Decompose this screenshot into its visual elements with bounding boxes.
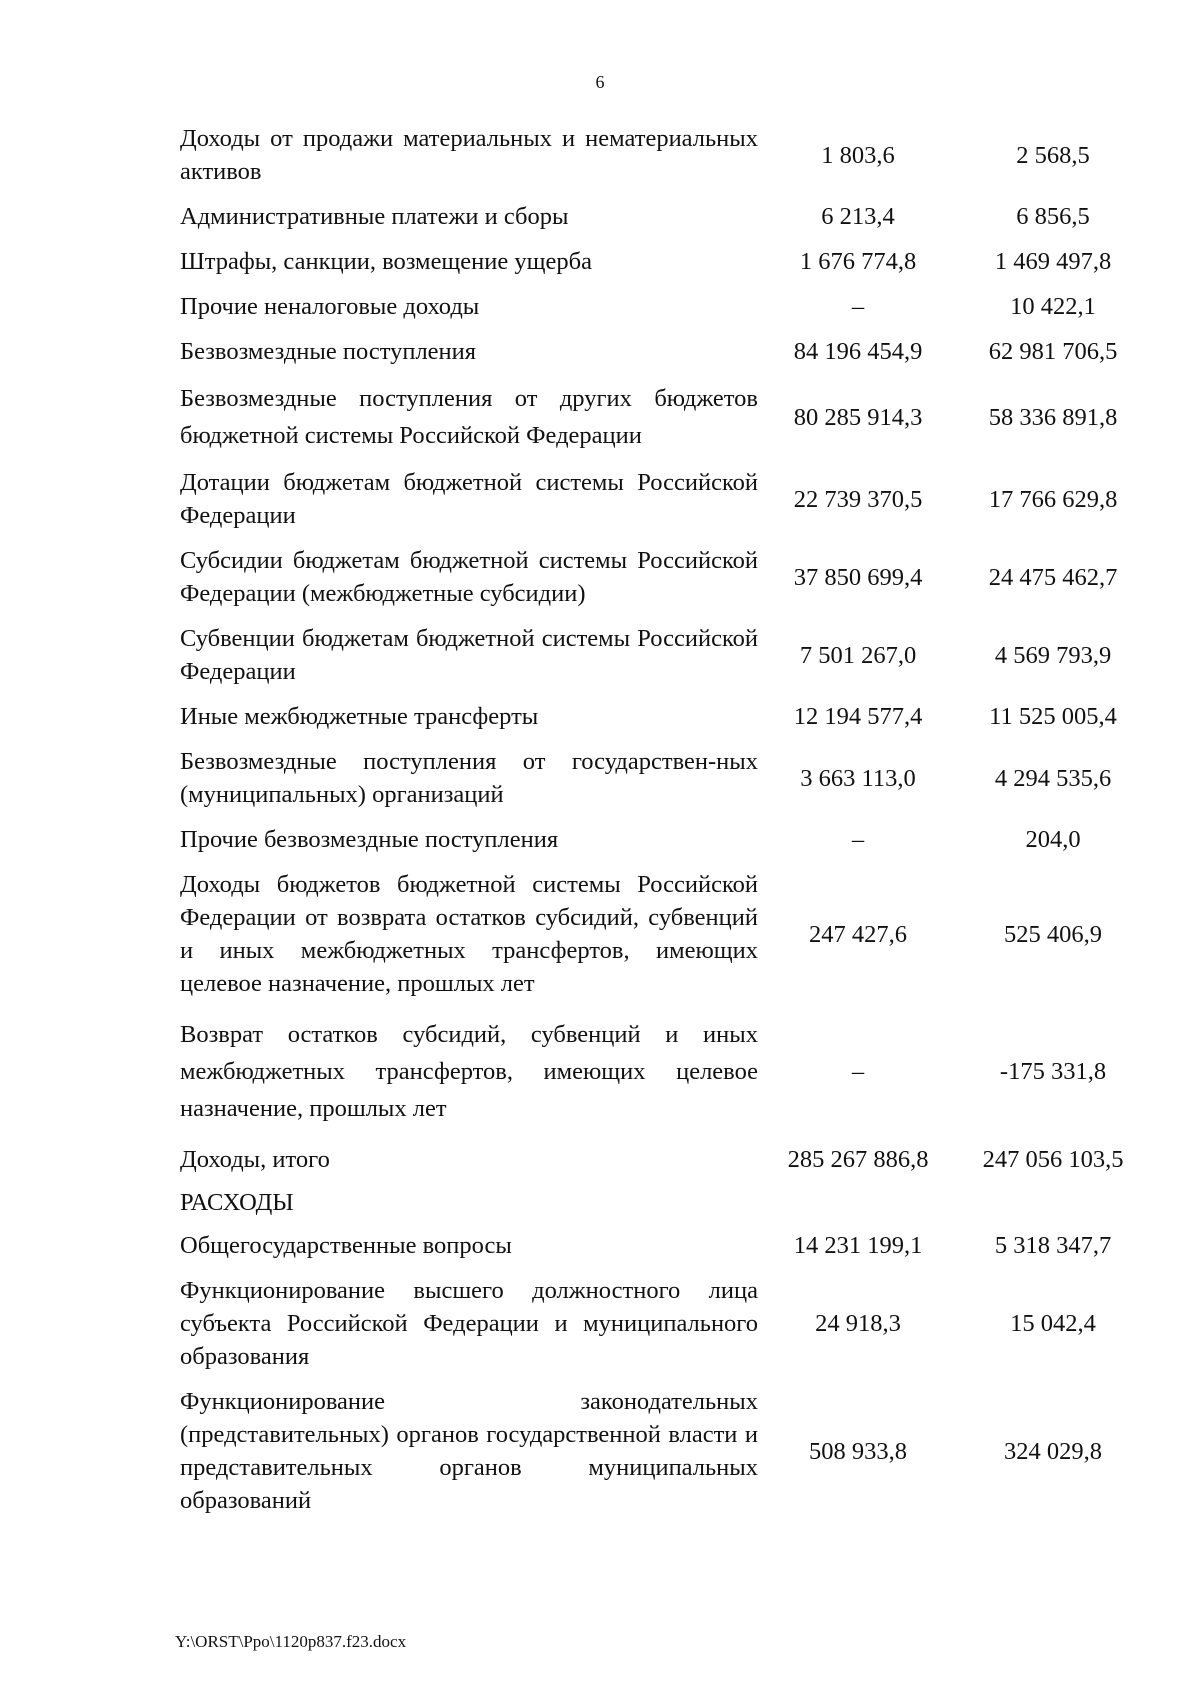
- row-value-year-2: 1 469 497,8: [994, 248, 1112, 275]
- expenses-heading: РАСХОДЫ: [180, 1189, 294, 1216]
- row-label: Функционирование высшего должностного лица субъекта Российской Федерации и муниципального образования: [180, 1277, 758, 1370]
- row-value-year-2: 4 294 535,6: [994, 764, 1112, 792]
- footer-file-path: Y:\ORST\Ppo\1120p837.f23.docx: [175, 1632, 407, 1651]
- row-value-year-1: 84 196 454,9: [793, 338, 923, 365]
- row-value-year-1: 3 663 113,0: [800, 764, 916, 792]
- row-label: Доходы бюджетов бюджетной системы Российской Федерации от возврата остатков субсидий, субвенций и иных межбюджетных трансфертов, имеющих целевое назначение, прошлых лет: [180, 871, 758, 997]
- row-value-year-2: 525 406,9: [1004, 920, 1102, 948]
- row-label: Субсидии бюджетам бюджетной системы Российской Федерации (межбюджетные субсидии): [180, 547, 758, 607]
- table-row: [180, 1268, 1148, 1379]
- row-label: Доходы, итого: [180, 1146, 330, 1173]
- row-value-year-1: 1 803,6: [821, 141, 895, 169]
- row-value-year-1: 22 739 370,5: [793, 485, 923, 513]
- row-label: Безвозмездные поступления от государствен-ных (муниципальных) организаций: [180, 748, 758, 808]
- row-value-year-2: 247 056 103,5: [982, 1146, 1124, 1173]
- row-value-year-2: 4 569 793,9: [994, 641, 1112, 669]
- row-value-year-1: 24 918,3: [815, 1310, 901, 1337]
- row-label: Возврат остатков субсидий, субвенций и иных межбюджетных трансфертов, имеющих целевое назначение, прошлых лет: [180, 1021, 758, 1122]
- row-value-year-1: 6 213,4: [821, 203, 895, 230]
- row-value-year-2: 324 029,8: [1004, 1437, 1102, 1465]
- row-label: Дотации бюджетам бюджетной системы Российской Федерации: [180, 469, 758, 529]
- table-row: [180, 1223, 1148, 1268]
- row-label: Административные платежи и сборы: [180, 203, 569, 230]
- row-value-year-2: 58 336 891,8: [988, 403, 1118, 431]
- row-value-year-1: 247 427,6: [809, 920, 907, 948]
- row-value-year-2: 5 318 347,7: [994, 1232, 1112, 1259]
- row-label: Доходы от продажи материальных и нематериальных активов: [180, 125, 758, 185]
- row-value-year-2: 62 981 706,5: [988, 338, 1118, 365]
- row-value-year-1: –: [851, 293, 865, 320]
- row-value-year-2: 204,0: [1025, 826, 1081, 853]
- table-row: [180, 1006, 1148, 1137]
- row-value-year-1: –: [851, 1058, 865, 1085]
- row-value-year-2: 2 568,5: [1016, 141, 1090, 169]
- row-value-year-2: 17 766 629,8: [988, 485, 1118, 513]
- row-label: Функционирование законодательных (представительных) органов государственной власти и представительных органов муниципальных образований: [180, 1388, 758, 1514]
- section-heading-row: [180, 1182, 1148, 1223]
- row-value-year-1: 37 850 699,4: [793, 563, 923, 591]
- table-row: [180, 284, 1148, 329]
- table-row: [180, 374, 1148, 460]
- row-label: Общегосударственные вопросы: [180, 1232, 512, 1259]
- row-value-year-1: 508 933,8: [809, 1437, 907, 1465]
- row-value-year-2: 11 525 005,4: [989, 703, 1117, 730]
- row-value-year-2: 15 042,4: [1010, 1310, 1096, 1337]
- table-row: [180, 116, 1148, 194]
- row-value-year-2: 10 422,1: [1010, 293, 1096, 320]
- row-value-year-1: 14 231 199,1: [793, 1232, 923, 1259]
- table-row: [180, 694, 1148, 739]
- row-value-year-2: 24 475 462,7: [988, 563, 1118, 591]
- budget-table: [180, 116, 1148, 1523]
- table-row-total: [180, 1137, 1148, 1182]
- table-row: [180, 616, 1148, 694]
- row-label: Штрафы, санкции, возмещение ущерба: [180, 248, 592, 275]
- row-label: Прочие безвозмездные поступления: [180, 826, 559, 853]
- table-row: [180, 817, 1148, 862]
- table-row: [180, 1379, 1148, 1523]
- row-label: Безвозмездные поступления: [180, 338, 477, 365]
- row-value-year-2: 6 856,5: [1016, 203, 1090, 230]
- table-row: [180, 538, 1148, 616]
- table-row: [180, 862, 1148, 1006]
- page-number: 6: [595, 72, 605, 92]
- row-label: Субвенции бюджетам бюджетной системы Российской Федерации: [180, 625, 758, 685]
- row-value-year-1: 1 676 774,8: [799, 248, 917, 275]
- table-row: [180, 194, 1148, 239]
- row-value-year-2: -175 331,8: [999, 1058, 1107, 1085]
- table-row: [180, 239, 1148, 284]
- row-value-year-1: 80 285 914,3: [793, 403, 923, 431]
- row-value-year-1: 12 194 577,4: [793, 703, 923, 730]
- table-row: [180, 460, 1148, 538]
- row-label: Прочие неналоговые доходы: [180, 293, 480, 320]
- row-value-year-1: –: [851, 826, 865, 853]
- table-row: [180, 739, 1148, 817]
- row-label: Иные межбюджетные трансферты: [180, 703, 539, 730]
- table-row: [180, 329, 1148, 374]
- row-label: Безвозмездные поступления от других бюджетов бюджетной системы Российской Федерации: [180, 385, 758, 449]
- row-value-year-1: 285 267 886,8: [787, 1146, 929, 1173]
- row-value-year-1: 7 501 267,0: [799, 641, 917, 669]
